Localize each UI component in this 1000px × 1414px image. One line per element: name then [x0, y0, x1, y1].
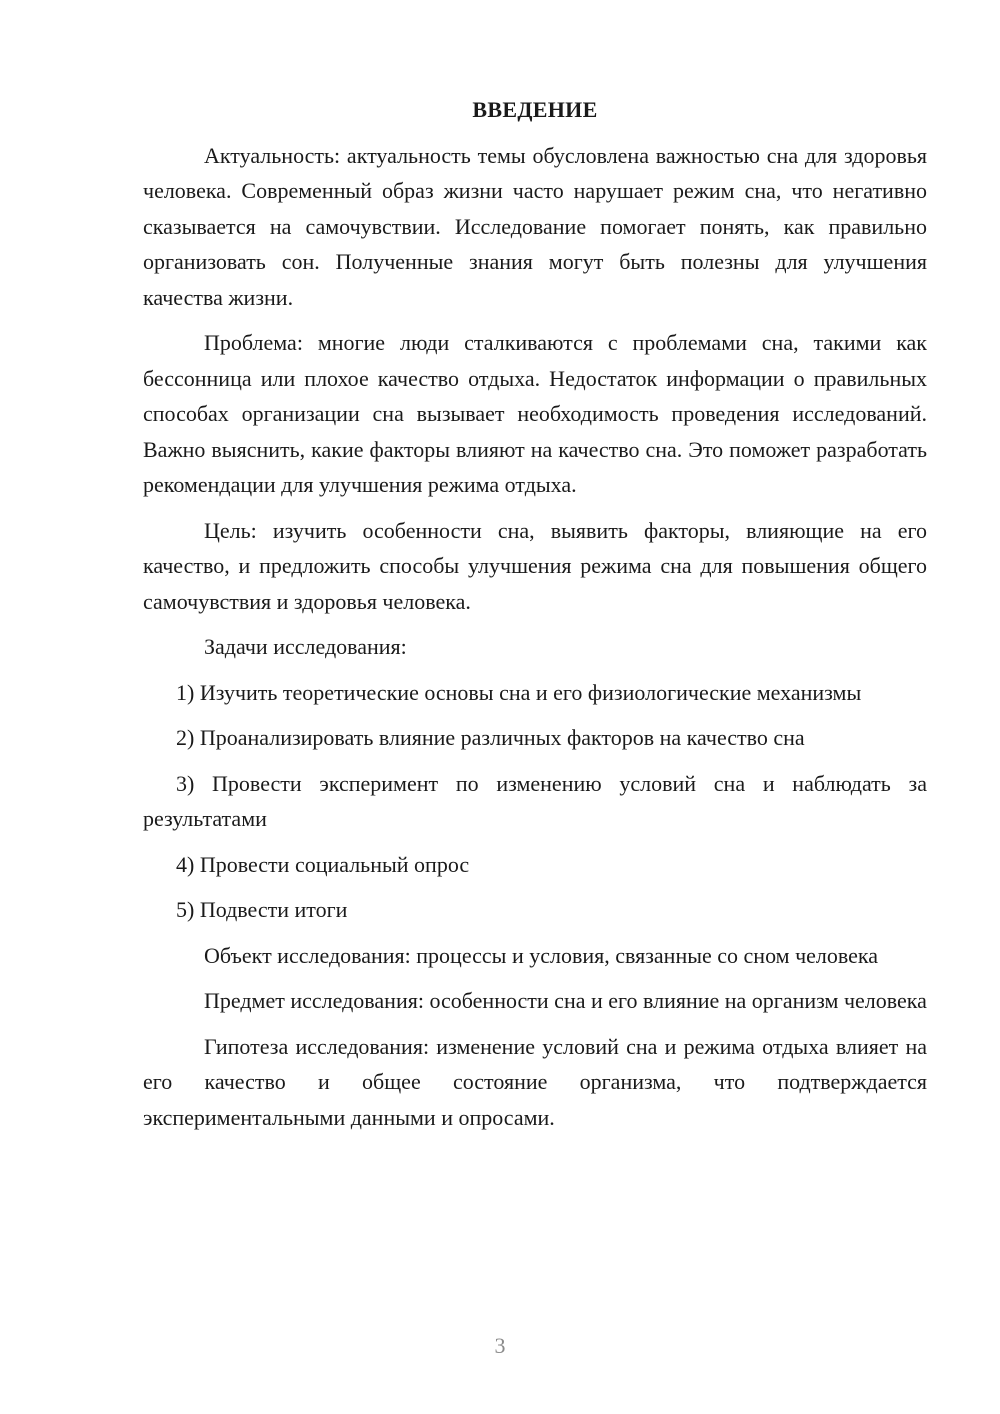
subject-paragraph: Предмет исследования: особенности сна и его влияние на организм человека: [204, 988, 927, 1013]
section-title: ВВЕДЕНИЕ: [472, 97, 598, 122]
relevance-paragraph: Актуальность: актуальность темы обусловлена важностью сна для здоровья человека. Современный образ жизни часто нарушает режим сна, что негативно сказывается на самочувствии. Исследование помогает понять, как правильно организовать сон. Полученные знания могут быть полезны для улучшения качества жизни.: [143, 142, 927, 310]
task-item-5: 5) Подвести итоги: [176, 897, 348, 922]
task-item-1: 1) Изучить теоретические основы сна и его физиологические механизмы: [176, 679, 862, 705]
task-item-2: 2) Проанализировать влияние различных факторов на качество сна: [176, 725, 805, 750]
tasks-list: [143, 675, 927, 928]
problem-paragraph: Проблема: многие люди сталкиваются с проблемами сна, такими как бессонница или плохое качество отдыха. Недостаток информации о правильных способах организации сна вызывает необходимость проведения исследований. Важно выяснить, какие факторы влияют на качество сна. Это поможет разработать рекомендации для улучшения режима отдыха.: [143, 330, 927, 497]
task-item-3: 3) Провести эксперимент по изменению условий сна и наблюдать за результатами: [143, 770, 927, 831]
task-item-4: 4) Провести социальный опрос: [176, 851, 470, 877]
object-paragraph: Объект исследования: процессы и условия, связанные со сном человека: [204, 942, 879, 968]
page-number: 3: [494, 1333, 506, 1358]
goal-paragraph: Цель: изучить особенности сна, выявить факторы, влияющие на его качество, и предложить способы улучшения режима сна для повышения общего самочувствия и здоровья человека.: [143, 517, 927, 614]
tasks-heading: Задачи исследования:: [204, 634, 407, 659]
hypothesis-paragraph: Гипотеза исследования: изменение условий сна и режима отдыха влияет на его качество и общее состояние организма, что подтверждается экспериментальными данными и опросами.: [143, 1033, 927, 1130]
page-content: [143, 92, 927, 1145]
